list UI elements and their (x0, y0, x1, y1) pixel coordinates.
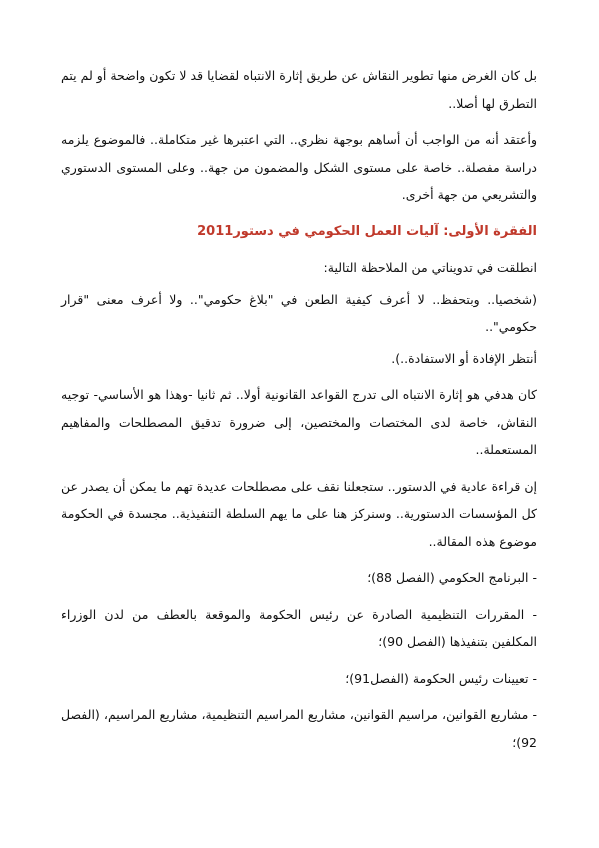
document-page (61, 62, 537, 765)
paragraph-quote-part2: أنتظر الإفادة أو الاستفادة..). (391, 350, 537, 366)
paragraph-constitution-reading: إن قراءة عادية في الدستور.. ستجعلنا نقف على مصطلحات عديدة تهم ما يمكن أن يصدر عن كل المؤسسات الدستورية.. وسنركز هنا على ما يهم السلطة التنفيذية.. مجسدة في الحكومة موضوع هذه المقالة.. (61, 478, 537, 549)
section-heading: الفقرة الأولى: آليات العمل الحكومي في دستور2011 (197, 223, 537, 239)
list-item-government-program: - البرنامج الحكومي (الفصل 88)؛ (367, 570, 537, 585)
list-item-appointments: - تعيينات رئيس الحكومة (الفصل91)؛ (345, 670, 537, 686)
paragraph-observation-intro: انطلقت في تدويناتي من الملاحظة التالية: (323, 260, 537, 275)
paragraph-quote-part1: (شخصيا.. وبتحفظ.. لا أعرف كيفية الطعن في "بلاغ حكومي".. ولا أعرف معنى "قرار حكومي".. (61, 291, 537, 334)
paragraph-author-opinion: وأعتقد أنه من الواجب أن أساهم بوجهة نظري.. التي اعتبرها غير متكاملة.. فالموضوع يلزمه دراسة مفصلة.. خاصة على مستوى الشكل والمضمون من جهة.. وعلى المستوى الدستوري والتشريعي من جهة أخرى. (61, 132, 537, 202)
paragraph-intro-continuation: بل كان الغرض منها تطوير النقاش عن طريق إثارة الانتباه لقضايا قد لا تكون واضحة أو لم يتم التطرق لها أصلا.. (61, 68, 537, 111)
list-item-regulatory-decisions: - المقررات التنظيمية الصادرة عن رئيس الحكومة والموقعة بالعطف من لدن الوزراء المكلفين بتنفيذها (الفصل 90)؛ (61, 606, 537, 649)
list-item-draft-laws: - مشاريع القوانين، مراسيم القوانين، مشاريع المراسيم التنظيمية، مشاريع المراسيم، (الفصل 92)؛ (61, 707, 537, 750)
paragraph-goal: كان هدفي هو إثارة الانتباه الى تدرج القواعد القانونية أولا.. ثم ثانيا -وهذا هو الأساسي- توجيه النقاش، خاصة لدى المختصات والمختصين، إلى ضرورة تدقيق المصطلحات والمفاهيم المستعملة.. (61, 387, 537, 457)
